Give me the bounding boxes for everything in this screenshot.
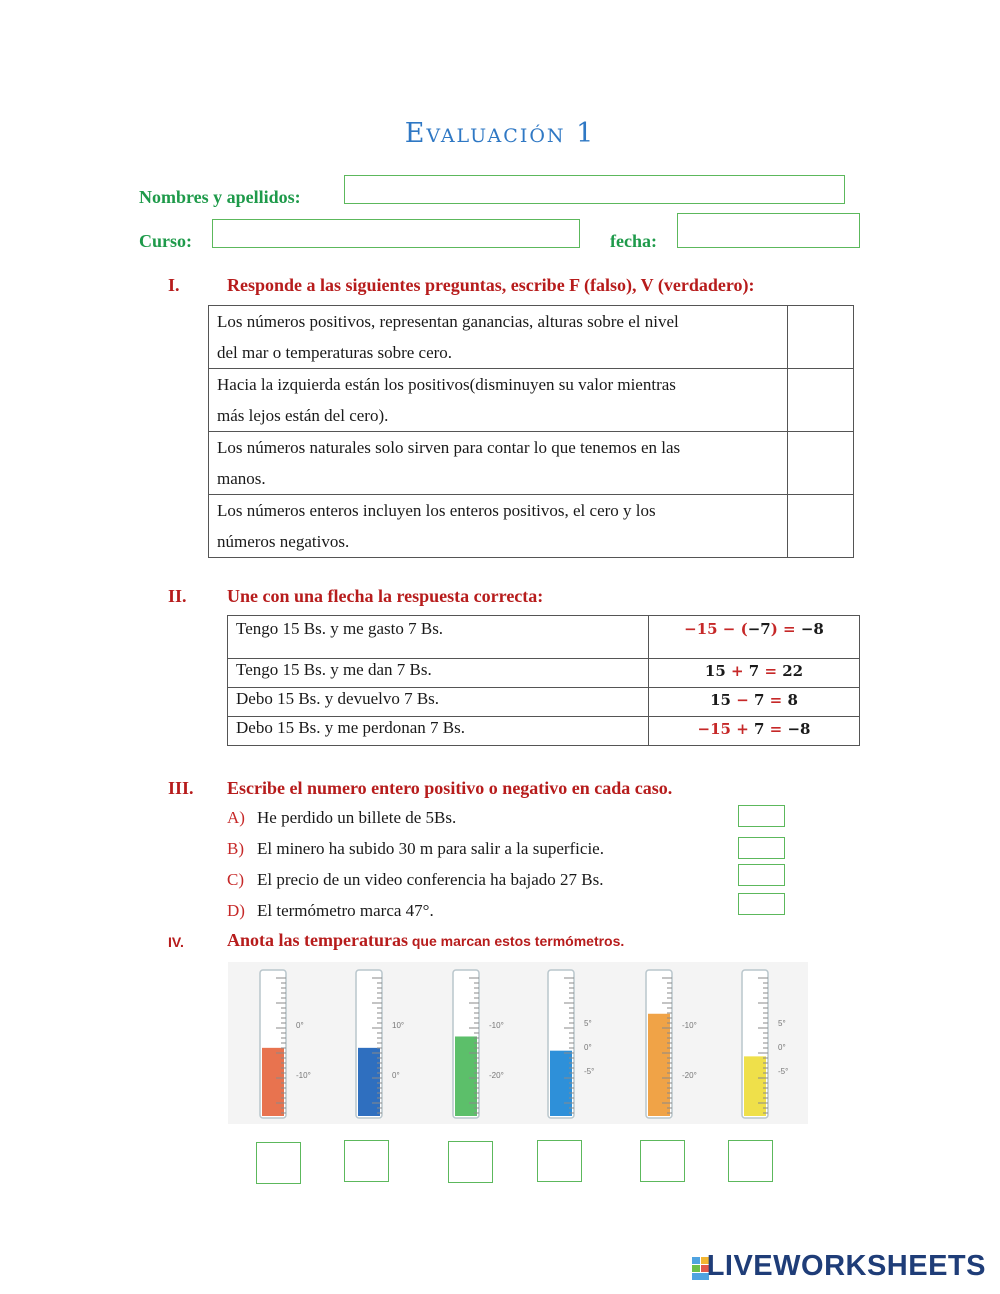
image-background [228, 962, 808, 1124]
statement-line: Los números naturales solo sirven para contar lo que tenemos en las [217, 438, 681, 457]
thermometer-liquid [358, 1048, 380, 1116]
scale-label: -5° [584, 1067, 595, 1076]
scale-label: 0° [778, 1043, 786, 1052]
match-table [227, 615, 860, 746]
eq-operator: = [759, 662, 783, 680]
statement-cell [209, 495, 788, 558]
eq-operator: = [764, 720, 788, 738]
thermometer-answer-3[interactable] [448, 1141, 493, 1183]
thermometer-answer-5[interactable] [640, 1140, 685, 1182]
thermometer-answer-6[interactable] [728, 1140, 773, 1182]
section1-title: Responde a las siguientes preguntas, escribe F (falso), V (verdadero): [227, 275, 755, 295]
brand-name: LIVEWORKSHEETS [706, 1250, 986, 1282]
eq-operator: − ( [717, 620, 748, 638]
thermometers-image [228, 962, 808, 1124]
item-text: El minero ha subido 30 m para salir a la superficie. [257, 839, 604, 858]
statement-cell [209, 369, 788, 432]
section3-title: Escribe el numero entero positivo o negativo en cada caso. [227, 778, 673, 798]
statement-line: del mar o temperaturas sobre cero. [217, 343, 453, 362]
thermometer-liquid [550, 1051, 572, 1116]
eq-result: −8 [800, 620, 824, 638]
equation-cell[interactable] [649, 717, 860, 746]
thermometer-answer-4[interactable] [537, 1140, 582, 1182]
answer-cell[interactable] [788, 369, 854, 432]
table-row [209, 495, 854, 558]
scale-label: -10° [682, 1021, 697, 1030]
eq-term: −7 [747, 620, 771, 638]
eq-operator: = [764, 691, 788, 709]
table-row [228, 659, 860, 688]
equation-cell[interactable] [649, 616, 860, 659]
scale-label: -5° [778, 1067, 789, 1076]
table-row [228, 616, 860, 659]
statement-line: Hacia la izquierda están los positivos(disminuyen su valor mientras [217, 375, 676, 394]
list-item [227, 808, 456, 828]
table-row [228, 688, 860, 717]
eq-term: −15 [697, 720, 731, 738]
scale-label: 5° [584, 1019, 592, 1028]
eq-term: 15 [710, 691, 731, 709]
table-row [209, 432, 854, 495]
answer-cell[interactable] [788, 306, 854, 369]
statement-line: más lejos están del cero). [217, 406, 389, 425]
answer-cell[interactable] [788, 495, 854, 558]
answer-input-d[interactable] [738, 893, 785, 915]
answer-input-a[interactable] [738, 805, 785, 827]
eq-term: 15 [704, 662, 726, 680]
scale-label: 10° [392, 1021, 405, 1030]
eq-result: 8 [787, 691, 798, 709]
scale-label: 0° [392, 1071, 400, 1080]
statement-line: manos. [217, 469, 266, 488]
date-label: fecha: [610, 231, 657, 251]
situation-cell[interactable]: Tengo 15 Bs. y me dan 7 Bs. [228, 659, 649, 688]
eq-term: 7 [748, 662, 760, 680]
answer-input-c[interactable] [738, 864, 785, 886]
answer-cell[interactable] [788, 432, 854, 495]
thermometer-liquid [262, 1048, 284, 1116]
table-row [209, 369, 854, 432]
statement-line: Los números positivos, representan ganancias, alturas sobre el nivel [217, 312, 679, 331]
section2-title: Une con una flecha la respuesta correcta: [227, 586, 544, 606]
statement-cell [209, 306, 788, 369]
eq-operator: + [725, 662, 749, 680]
eq-result: 22 [782, 662, 804, 680]
item-text: El precio de un video conferencia ha bajado 27 Bs. [257, 870, 604, 889]
date-input[interactable] [677, 213, 860, 248]
scale-label: -10° [489, 1021, 504, 1030]
statement-line: Los números enteros incluyen los enteros positivos, el cero y los [217, 501, 656, 520]
item-letter: A) [227, 808, 245, 827]
situation-cell[interactable]: Debo 15 Bs. y devuelvo 7 Bs. [228, 688, 649, 717]
section4-title-bold: Anota las temperaturas [227, 930, 408, 950]
thermometer-answer-1[interactable] [256, 1142, 301, 1184]
thermometer-liquid [455, 1036, 477, 1116]
scale-label: -20° [682, 1071, 697, 1080]
item-letter: C) [227, 870, 244, 889]
statement-line: números negativos. [217, 532, 350, 551]
table-row [209, 306, 854, 369]
eq-result: −8 [787, 720, 811, 738]
scale-label: -20° [489, 1071, 504, 1080]
eq-operator: − [730, 691, 754, 709]
scale-label: 0° [296, 1021, 304, 1030]
item-text: El termómetro marca 47°. [257, 901, 434, 920]
eq-operator: ) = [770, 620, 801, 638]
list-item [227, 870, 603, 890]
scale-label: 0° [584, 1043, 592, 1052]
eq-term: 7 [754, 720, 765, 738]
section2-number: II. [168, 586, 187, 606]
scale-label: -10° [296, 1071, 311, 1080]
equation-cell[interactable] [649, 688, 860, 717]
statement-cell [209, 432, 788, 495]
list-item [227, 839, 604, 859]
thermometer-liquid [648, 1014, 670, 1116]
section3-number: III. [168, 778, 194, 798]
true-false-table [208, 305, 854, 558]
course-input[interactable] [212, 219, 580, 248]
section4-number: IV. [168, 934, 184, 950]
item-letter: D) [227, 901, 245, 920]
section4-title [227, 930, 624, 951]
eq-term: 7 [754, 691, 765, 709]
item-letter: B) [227, 839, 244, 858]
situation-cell[interactable]: Tengo 15 Bs. y me gasto 7 Bs. [228, 616, 649, 659]
course-label: Curso: [139, 231, 192, 251]
scale-label: 5° [778, 1019, 786, 1028]
thermometer-liquid [744, 1056, 766, 1116]
answer-input-b[interactable] [738, 837, 785, 859]
equation-cell[interactable] [649, 659, 860, 688]
eq-term: −15 [684, 620, 718, 638]
names-input[interactable] [344, 175, 845, 204]
table-row [228, 717, 860, 746]
eq-operator: + [730, 720, 754, 738]
page-title: Evaluación 1 [404, 118, 596, 149]
thermometer-answer-2[interactable] [344, 1140, 389, 1182]
names-label: Nombres y apellidos: [139, 187, 301, 207]
list-item [227, 901, 434, 921]
section4-title-rest: que marcan estos termómetros. [407, 933, 625, 949]
item-text: He perdido un billete de 5Bs. [257, 808, 457, 827]
situation-cell[interactable]: Debo 15 Bs. y me perdonan 7 Bs. [228, 717, 649, 746]
section1-number: I. [168, 275, 180, 295]
